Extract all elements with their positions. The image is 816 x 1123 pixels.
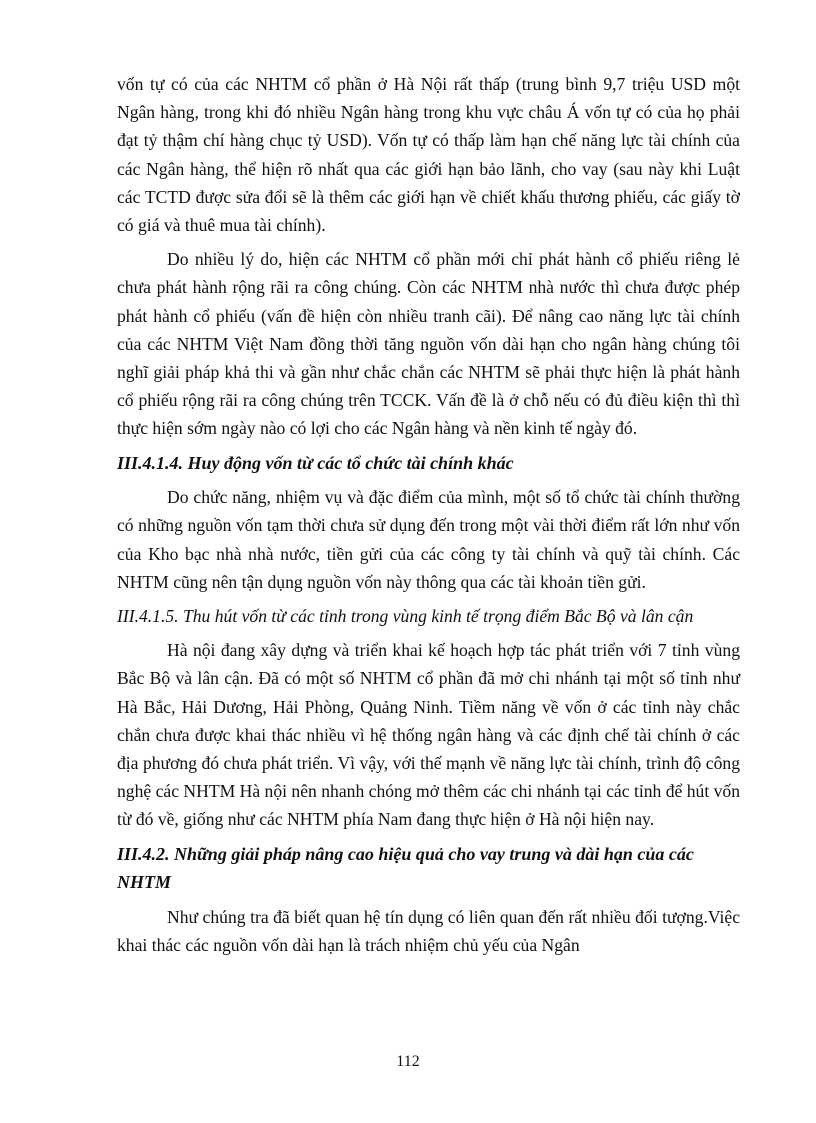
paragraph-3: Do chức năng, nhiệm vụ và đặc điểm của mình, một số tổ chức tài chính thường có những nguồn vốn tạm thời chưa sử dụng đến trong một vài thời điểm rất lớn như vốn của Kho bạc nhà nhà nước, tiền gửi của các công ty tài chính và quỹ tài chính. Các NHTM cũng nên tận dụng nguồn vốn này thông qua các tài khoản tiền gửi. [117,487,740,592]
page-body [117,70,740,959]
heading-3-4-1-5: III.4.1.5. Thu hút vốn từ các tỉnh trong vùng kinh tế trọng điểm Bắc Bộ và lân cận [117,605,694,626]
paragraph-5: Như chúng tra đã biết quan hệ tín dụng có liên quan đến rất nhiều đối tượng.Việc khai thác các nguồn vốn dài hạn là trách nhiệm chủ yếu của Ngân [117,906,740,955]
heading-3-4-2: III.4.2. Những giải pháp nâng cao hiệu quả cho vay trung và dài hạn của các NHTM [117,843,694,893]
paragraph-1: vốn tự có của các NHTM cổ phần ở Hà Nội rất thấp (trung bình 9,7 triệu USD một Ngân hàng, trong khi đó nhiều Ngân hàng trong khu vực châu Á vốn tự có của họ phải đạt tỷ thậm chí hàng chục tỷ USD). Vốn tự có thấp làm hạn chế năng lực tài chính của các Ngân hàng, thể hiện rõ nhất qua các giới hạn bảo lãnh, cho vay (sau này khi Luật các TCTD được sửa đổi sẽ là thêm các giới hạn về chiết khấu thương phiếu, các giấy tờ có giá và thuê mua tài chính). [117,74,740,236]
paragraph-2: Do nhiều lý do, hiện các NHTM cổ phần mới chỉ phát hành cổ phiếu riêng lẻ chưa phát hành rộng rãi ra công chúng. Còn các NHTM nhà nước thì chưa được phép phát hành cổ phiếu (vấn đề hiện còn nhiều tranh cãi). Để nâng cao năng lực tài chính của các NHTM Việt Nam đồng thời tăng nguồn vốn dài hạn cho ngân hàng chúng tôi nghĩ giải pháp khả thi và gần như chắc chắn các NHTM sẽ phải thực hiện là phát hành cổ phiếu rộng rãi ra công chúng trên TCCK. Vấn đề là ở chỗ nếu có đủ điều kiện thì thì thực hiện sớm ngày nào có lợi cho các Ngân hàng và nền kinh tế ngày đó. [117,249,740,439]
heading-3-4-1-4: III.4.1.4. Huy động vốn từ các tổ chức tài chính khác [117,452,514,473]
page-number: 112 [396,1053,420,1070]
paragraph-4: Hà nội đang xây dựng và triển khai kế hoạch hợp tác phát triển với 7 tỉnh vùng Bắc Bộ và lân cận. Đã có một số NHTM cổ phần đã mở chi nhánh tại một số tỉnh như Hà Bắc, Hải Dương, Hải Phòng, Quảng Ninh. Tiềm năng về vốn ở các tỉnh này chắc chắn chưa được khai thác nhiều vì hệ thống ngân hàng và các định chế tài chính ở các địa phương đó chưa phát triển. Vì vậy, với thế mạnh về năng lực tài chính, trình độ công nghệ các NHTM Hà nội nên nhanh chóng mở thêm các chi nhánh tại các tỉnh để hút vốn từ đó về, giống như các NHTM phía Nam đang thực hiện ở Hà nội hiện nay. [117,640,740,830]
